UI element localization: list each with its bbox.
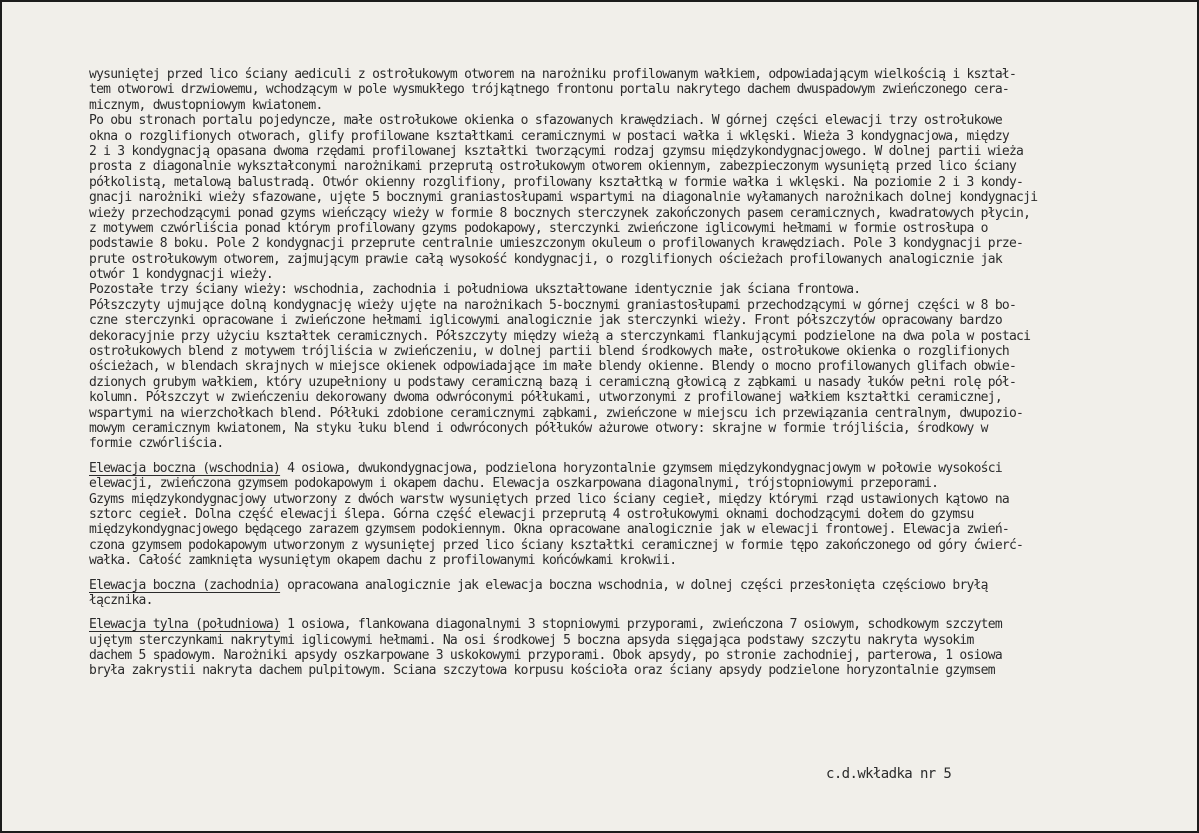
text-line: [89, 144, 1196, 159]
paragraph-gap: [89, 452, 1196, 461]
line-text: ościeżach, w blendach skrajnych w miejsce okienek odpowiadające im małe blendy okienne. Blendy o mocno profilowanych glifach obwie-: [89, 359, 1017, 375]
paragraph-gap: [89, 608, 1196, 617]
line-text: micznym, dwustopniowym kwiatonem.: [89, 97, 323, 113]
line-text: mowym ceramicznym kwiatonem, Na styku łuku blend i odwróconych półłuków ażurowe otwory: skrajne w formie trójliścia, środkowy w: [89, 420, 988, 436]
text-line: [89, 98, 1196, 113]
line-text: prute ostrołukowym otworem, zajmującym prawie całą wysokość kondygnacji, o rozglifionych ościeżach profilowanych analogicznie jak: [89, 251, 1002, 267]
text-line: [89, 593, 1196, 608]
text-line: [89, 113, 1196, 128]
text-line: [89, 476, 1196, 491]
line-text: wspartymi na wierzchołkach blend. Półłuki zdobione ceramicznymi ząbkami, zwieńczone w miejscu ich przewiązania centralnym, dwupozio-: [89, 405, 1024, 421]
line-text: dekoracyjnie przy użyciu kształtek ceramicznych. Półszczyty między wieżą a sterczynkami flankującymi podzielone na dwa pola w postaci: [89, 328, 1031, 344]
line-text: czne sterczynki opracowane i zwieńczone hełmami iglicowymi analogicznie jak sterczynki wieży. Front półszczytów opracowany bardzo: [89, 313, 1002, 329]
text-line: [89, 648, 1196, 663]
paragraph: [89, 617, 1196, 679]
text-line: [89, 633, 1196, 648]
line-text: tem otworowi drzwiowemu, wchodzącym w pole wysmukłego trójkątnego frontonu portalu nakrytego dachem dwuspadowym zwieńczonego cera-: [89, 82, 1009, 98]
text-line: [89, 390, 1196, 405]
line-text: półkolistą, metalową balustradą. Otwór okienny rozglifiony, profilowany kształtką w formie wałka i wklęski. Na poziomie 2 i 3 kondy-: [89, 174, 1024, 190]
text-line: [89, 206, 1196, 221]
line-text: gnacji narożniki wieży sfazowane, ujęte 5 bocznymi graniastosłupami wspartymi na diagonalnie wyłamanych narożnikach dolnej kondygnacji: [89, 190, 1038, 206]
line-text: Półszczyty ujmujące dolną kondygnację wieży ujęte na narożnikach 5-bocznymi graniastosłupami przechodzącymi w górnej części w 8 bo-: [89, 297, 1017, 313]
text-line: [89, 252, 1196, 267]
line-text: Gzyms międzykondygnacjowy utworzony z dwóch warstw wysuniętych przed lico ściany cegieł, między którymi rząd ustawionych kątowo na: [89, 491, 1009, 507]
text-line: [89, 175, 1196, 190]
text-line: [89, 344, 1196, 359]
text-line: [89, 663, 1196, 678]
text-line: [89, 82, 1196, 97]
text-line: [89, 436, 1196, 451]
section-heading: Elewacja boczna (zachodnia): [89, 577, 281, 593]
line-text: łącznika.: [89, 592, 153, 608]
line-text: 4 osiowa, dwukondygnacjowa, podzielona horyzontalnie gzymsem międzykondygnacjowym w połowie wysokości: [280, 460, 1002, 476]
line-text: formie czwórliścia.: [89, 436, 224, 452]
line-text: 2 i 3 kondygnacją opasana dwoma rzędami profilowanej kształtki tworzącymi rodzaj gzymsu międzykondygnacjowego. W dolnej partii wieża: [89, 143, 1024, 159]
text-line: [89, 617, 1196, 632]
line-text: dzionych grubym wałkiem, który uzupełniony u podstawy ceramiczną bazą i ceramiczną głowicą z ząbkami u nasady łuków pełni rolę pół-: [89, 374, 1017, 390]
text-line: [89, 282, 1196, 297]
line-text: czona gzymsem podokapowym utworzonym z wysuniętej przed lico ściany kształtki ceramicznej w formie tępo zakończonego od góry ćwierć-: [89, 537, 1024, 553]
text-line: [89, 492, 1196, 507]
text-line: [89, 461, 1196, 476]
text-line: [89, 507, 1196, 522]
paragraph: [89, 578, 1196, 609]
line-text: okna o rozglifionych otworach, glify profilowane kształtkami ceramicznymi w postaci wałka i wklęski. Wieża 3 kondygnacjowa, między: [89, 128, 1009, 144]
line-text: otwór 1 kondygnacji wieży.: [89, 267, 273, 283]
text-line: [89, 129, 1196, 144]
footer-note: c.d.wkładka nr 5: [826, 766, 952, 782]
text-line: [89, 522, 1196, 537]
text-line: [89, 313, 1196, 328]
line-text: międzykondygnacjowego będącego zarazem gzymsem podokiennym. Okna opracowane analogicznie jak w elewacji frontowej. Elewacja zwień-: [89, 522, 1009, 538]
text-line: [89, 190, 1196, 205]
text-line: [89, 538, 1196, 553]
text-line: [89, 267, 1196, 282]
text-line: [89, 236, 1196, 251]
text-line: [89, 329, 1196, 344]
text-line: [89, 159, 1196, 174]
text-line: [89, 221, 1196, 236]
line-text: sztorc cegieł. Dolna część elewacji ślepa. Górna część elewacji przeprutą 4 ostrołukowymi oknami dochodzącymi dołem do gzymsu: [89, 506, 974, 522]
line-text: ostrołukowych blend z motywem trójliścia w zwieńczeniu, w dolnej partii blend środkowych małe, ostrołukowe okienka o rozglifionych: [89, 344, 1009, 360]
line-text: wysuniętej przed lico ściany aediculi z ostrołukowym otworem na narożniku profilowanym wałkiem, odpowiadającym wielkością i kształ-: [89, 67, 1017, 82]
text-line: [89, 67, 1196, 82]
line-text: wałka. Całość zamknięta wysuniętym okapem dachu z profilowanymi końcówkami krokwii.: [89, 553, 677, 569]
line-text: opracowana analogicznie jak elewacja boczna wschodnia, w dolnej części przesłonięta częściowo bryłą: [280, 577, 988, 593]
text-line: [89, 375, 1196, 390]
line-text: wieży przechodzącymi ponad gzyms wieńczący wieży w formie 8 bocznych sterczynek zakończonych pasem ceramicznych, kwadratowych płycin,: [89, 205, 1031, 221]
text-line: [89, 578, 1196, 593]
line-text: 1 osiowa, flankowana diagonalnymi 3 stopniowymi przyporami, zwieńczona 7 osiowym, schodkowym szczytem: [280, 617, 1002, 633]
line-text: podstawie 8 boku. Pole 2 kondygnacji przeprute centralnie umieszczonym okuleum o profilowanych krawędziach. Pole 3 kondygnacji prze-: [89, 236, 1024, 252]
text-line: [89, 359, 1196, 374]
section-heading: Elewacja boczna (wschodnia): [89, 460, 281, 476]
line-text: ujętym sterczynkami nakrytymi iglicowymi hełmami. Na osi środkowej 5 boczna apsyda sięgająca podstawy szczytu nakryta wysokim: [89, 632, 974, 648]
line-text: Po obu stronach portalu pojedyncze, małe ostrołukowe okienka o sfazowanych krawędziach. W górnej części elewacji trzy ostrołukowe: [89, 113, 1002, 129]
line-text: Pozostałe trzy ściany wieży: wschodnia, zachodnia i południowa ukształtowane identycznie jak ściana frontowa.: [89, 282, 861, 298]
line-text: z motywem czwórliścia ponad którym profilowany gzyms podokapowy, sterczynki zwieńczone iglicowymi hełmami w formie ostrosłupa o: [89, 220, 988, 236]
text-line: [89, 553, 1196, 568]
paragraph: [89, 67, 1196, 452]
text-line: [89, 406, 1196, 421]
section-heading: Elewacja tylna (południowa): [89, 617, 281, 633]
line-text: dachem 5 spadowym. Narożniki apsydy oszkarpowane 3 uskokowymi przyporami. Obok apsydy, po stronie zachodniej, parterowa, 1 osiowa: [89, 648, 1002, 664]
document-body: [89, 67, 1196, 679]
line-text: bryła zakrystii nakryta dachem pulpitowym. Ściana szczytowa korpusu kościoła oraz ściany apsydy podzielone horyzontalnie gzymsem: [89, 663, 995, 679]
line-text: elewacji, zwieńczona gzymsem podokapowym i okapem dachu. Elewacja oszkarpowana diagonalnymi, trójstopniowymi przeporami.: [89, 476, 939, 492]
line-text: prosta z diagonalnie wykształconymi narożnikami przeprutą ostrołukowym otworem okiennym, zabezpieczonym wysuniętą przed lico ściany: [89, 159, 1017, 175]
text-line: [89, 421, 1196, 436]
paragraph: [89, 461, 1196, 569]
paragraph-gap: [89, 569, 1196, 578]
line-text: kolumn. Półszczyt w zwieńczeniu dekorowany dwoma odwróconymi półłukami, utworzonymi z profilowanej wałkiem kształtki ceramicznej,: [89, 390, 1002, 406]
text-line: [89, 298, 1196, 313]
